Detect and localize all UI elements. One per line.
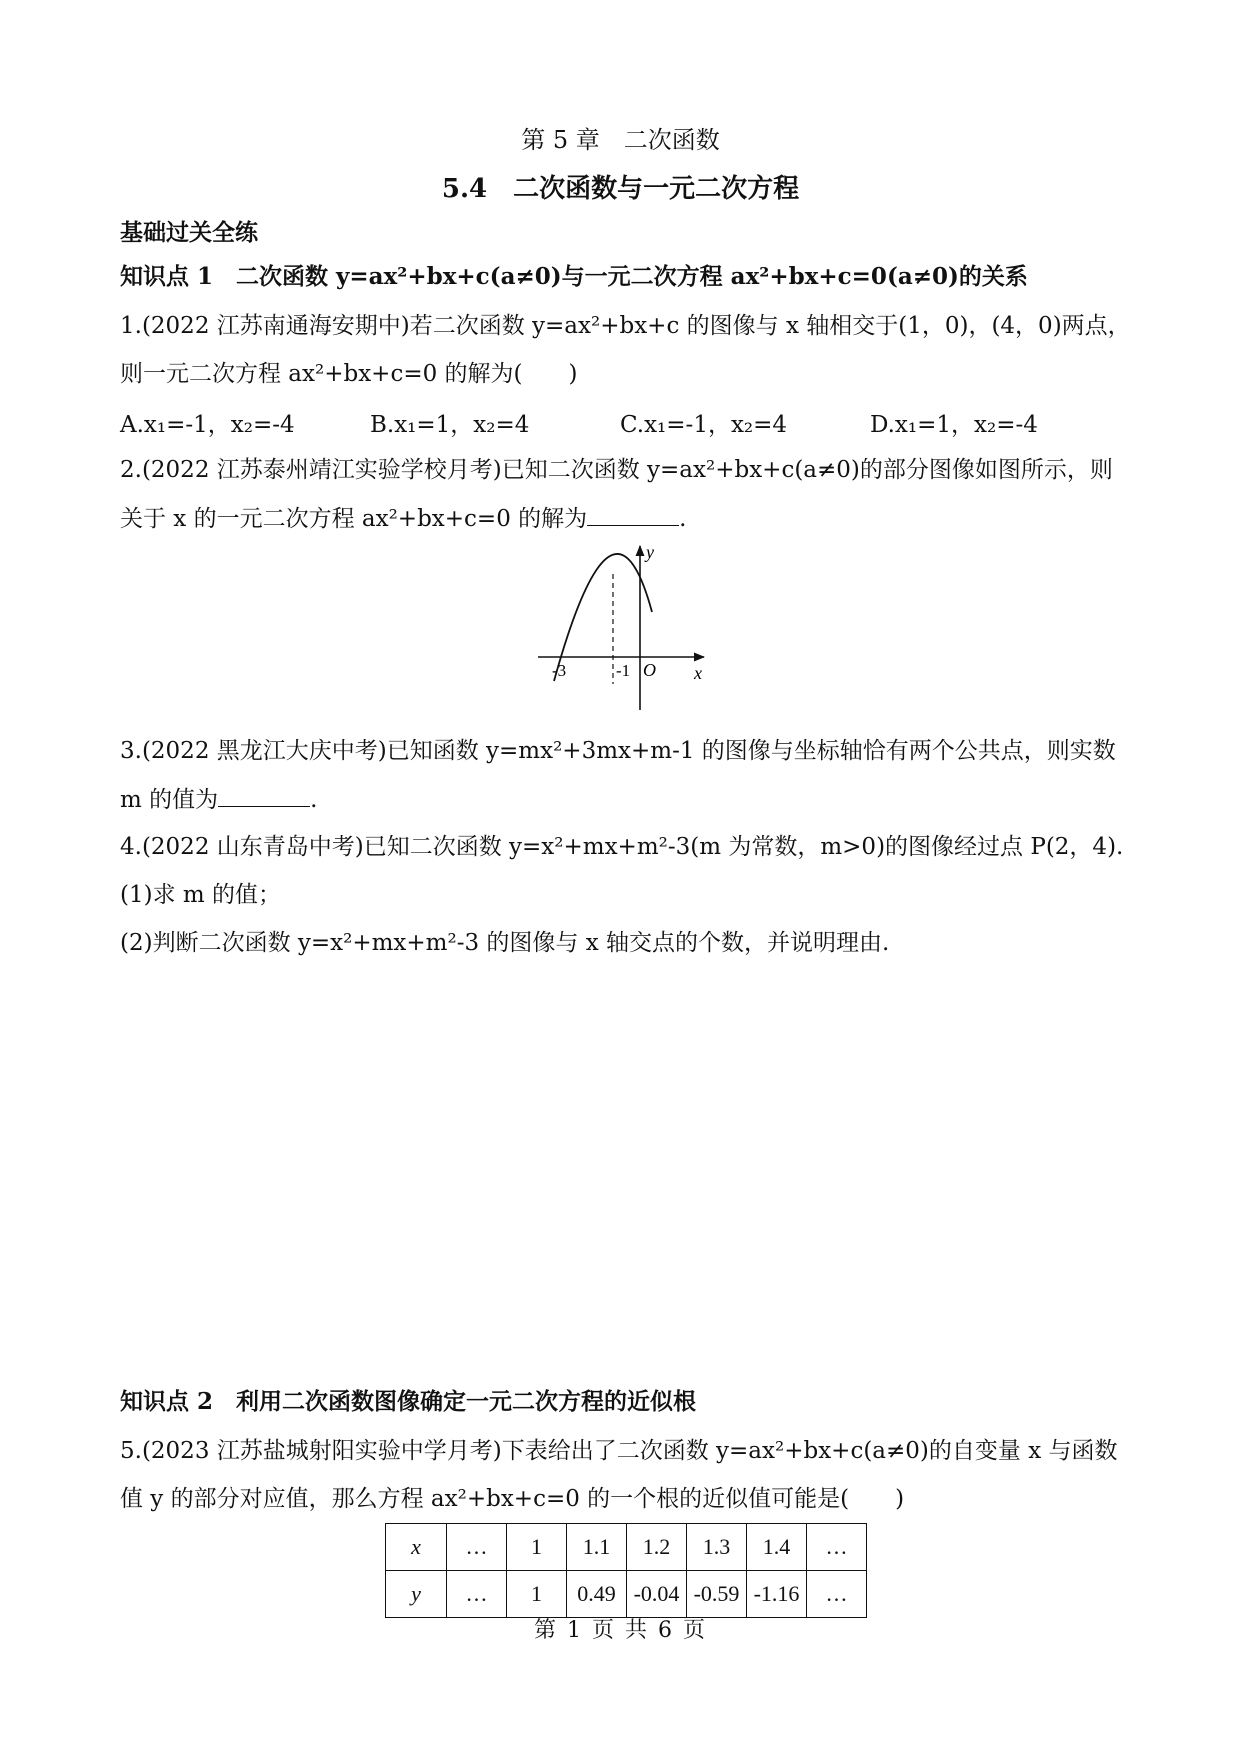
q3-line2 [120,784,317,815]
q2-line2 [120,503,686,534]
section-title: 5.4 二次函数与一元二次方程 [441,174,800,204]
q2-parabola-graph [534,538,714,714]
y-axis-label: y [646,542,654,562]
q1-option-a: A.x₁=-1，x₂=-4 [120,412,295,438]
table-cell: 1.4 [747,1524,807,1571]
q2-answer-blank [587,503,679,526]
table-cell: -0.59 [687,1571,747,1618]
table-row-x [386,1524,867,1571]
table-cell: 1 [507,1571,567,1618]
table-cell: 0.49 [567,1571,627,1618]
knowledge-point-1-title: 知识点 1 二次函数 y=ax²+bx+c(a≠0)与一元二次方程 ax²+bx+c=0(a≠0)的关系 [120,263,1028,290]
table-cell: … [447,1571,507,1618]
q5-value-table [385,1523,867,1618]
q1-line1: 1.(2022 江苏南通海安期中)若二次函数 y=ax²+bx+c 的图像与 x 轴相交于(1，0)，(4，0)两点， [120,313,1131,339]
table-row-y [386,1571,867,1618]
table-cell: -0.04 [627,1571,687,1618]
tick-label-neg1: -1 [616,661,631,680]
x-axis-label: x [694,663,702,683]
q3-line2-text: m 的值为 [120,787,219,813]
page-footer: 第 1 页 共 6 页 [534,1618,707,1643]
q2-line2-end: . [679,506,687,532]
tick-label-neg3: -3 [552,661,567,680]
q4-line1: 4.(2022 山东青岛中考)已知二次函数 y=x²+mx+m²-3(m 为常数，m>0)的图像经过点 P(2，4). [120,834,1124,860]
table-cell: 1 [507,1524,567,1571]
q1-option-d: D.x₁=1，x₂=-4 [870,412,1038,438]
origin-label: O [643,660,656,680]
table-cell: 1.3 [687,1524,747,1571]
q2-line1: 2.(2022 江苏泰州靖江实验学校月考)已知二次函数 y=ax²+bx+c(a≠0)的部分图像如图所示，则 [120,457,1113,483]
q1-option-b: B.x₁=1，x₂=4 [370,412,530,438]
table-cell: 1.1 [567,1524,627,1571]
practice-heading: 基础过关全练 [120,219,258,246]
table-cell: 1.2 [627,1524,687,1571]
table-cell: x [386,1524,447,1571]
q1-line2: 则一元二次方程 ax²+bx+c=0 的解为( ) [120,361,578,387]
q1-option-c: C.x₁=-1，x₂=4 [620,412,788,438]
q2-line2-text: 关于 x 的一元二次方程 ax²+bx+c=0 的解为 [120,506,588,532]
q3-line2-end: . [310,787,318,813]
chapter-title: 第 5 章 二次函数 [521,126,720,154]
knowledge-point-2-title: 知识点 2 利用二次函数图像确定一元二次方程的近似根 [120,1388,697,1415]
q3-line1: 3.(2022 黑龙江大庆中考)已知函数 y=mx²+3mx+m-1 的图像与坐标轴恰有两个公共点，则实数 [120,738,1116,764]
table-cell: … [807,1524,867,1571]
parabola-curve [554,554,652,681]
table-cell: y [386,1571,447,1618]
table-cell: … [807,1571,867,1618]
q5-line1: 5.(2023 江苏盐城射阳实验中学月考)下表给出了二次函数 y=ax²+bx+c(a≠0)的自变量 x 与函数 [120,1438,1118,1464]
q4-part1: (1)求 m 的值； [120,882,282,908]
q4-part2: (2)判断二次函数 y=x²+mx+m²-3 的图像与 x 轴交点的个数，并说明理由. [120,930,890,956]
table-cell: -1.16 [747,1571,807,1618]
table-cell: … [447,1524,507,1571]
q5-line2: 值 y 的部分对应值，那么方程 ax²+bx+c=0 的一个根的近似值可能是( ) [120,1486,905,1512]
q3-answer-blank [218,784,310,807]
